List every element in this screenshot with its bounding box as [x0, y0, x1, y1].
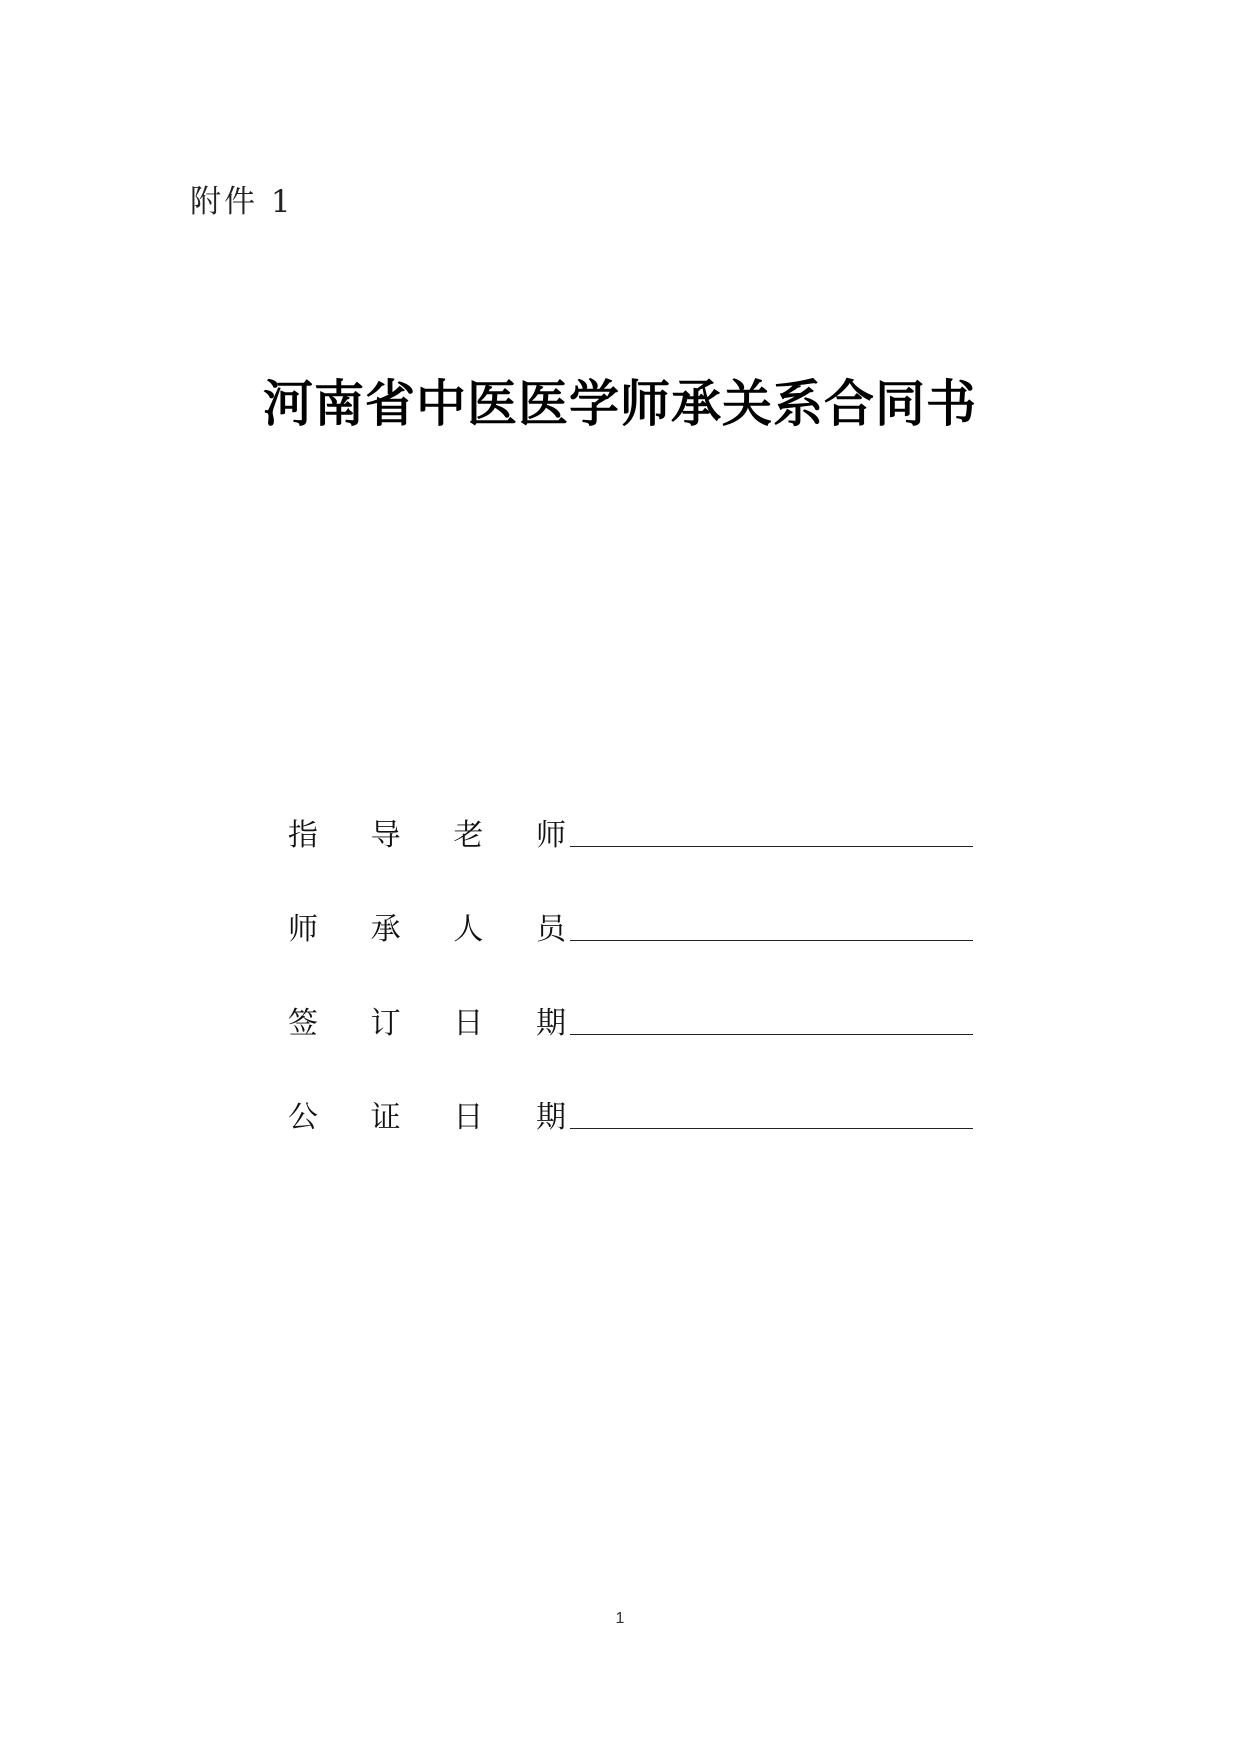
label-char: 期 — [535, 1100, 566, 1135]
field-row-notarization-date — [286, 1082, 986, 1176]
label-char: 员 — [535, 912, 566, 947]
field-label-apprentice — [286, 904, 568, 947]
page-number: 1 — [615, 1610, 625, 1627]
signature-field-list — [286, 800, 986, 1176]
label-char: 订 — [370, 1006, 401, 1041]
label-char: 人 — [453, 912, 484, 947]
label-char: 师 — [288, 912, 318, 947]
label-char: 老 — [453, 818, 484, 853]
label-char: 公 — [288, 1100, 318, 1135]
label-char: 日 — [453, 1006, 484, 1041]
attachment-label: 附件 1 — [190, 184, 294, 220]
label-char: 证 — [370, 1100, 401, 1135]
field-row-signing-date — [286, 988, 986, 1082]
label-char: 师 — [535, 818, 566, 853]
field-row-instructor — [286, 800, 986, 894]
signing-date-blank-line[interactable] — [570, 1034, 973, 1035]
apprentice-blank-line[interactable] — [570, 940, 973, 941]
label-char: 承 — [370, 912, 401, 947]
label-char: 日 — [453, 1100, 484, 1135]
field-label-notarization-date — [286, 1092, 568, 1135]
label-char: 指 — [288, 818, 318, 853]
notarization-date-blank-line[interactable] — [570, 1128, 973, 1129]
field-label-instructor — [286, 810, 568, 853]
label-char: 签 — [288, 1006, 318, 1041]
label-char: 导 — [370, 818, 401, 853]
field-row-apprentice — [286, 894, 986, 988]
instructor-blank-line[interactable] — [570, 846, 973, 847]
field-label-signing-date — [286, 998, 568, 1041]
document-title: 河南省中医医学师承关系合同书 — [263, 375, 977, 433]
label-char: 期 — [535, 1006, 566, 1041]
